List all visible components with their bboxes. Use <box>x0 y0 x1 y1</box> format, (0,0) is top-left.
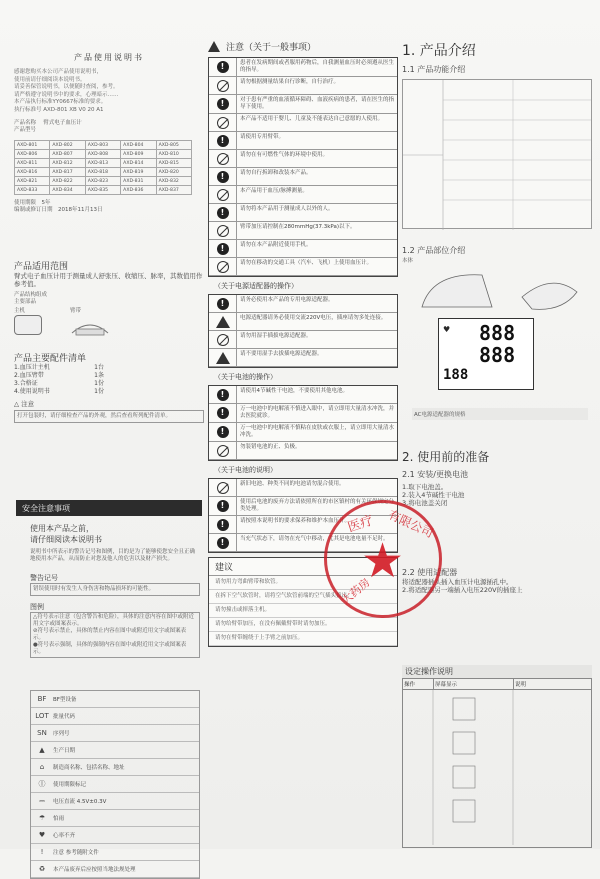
warning-row-icon-cell <box>209 516 237 533</box>
warning-text: 万一电池中的电解液不慎粘在皮肤或衣服上，请立即用大量清水冲洗。 <box>240 425 395 438</box>
warning-text: 请勿在有可燃性气体的环境中使用。 <box>240 152 329 158</box>
warning-text: 万一电池中的电解液不慎进入眼中，请立即用大量清水冲洗，并去医院就诊。 <box>240 406 395 419</box>
warning-row-icon-cell <box>209 258 237 275</box>
general-warnings-box <box>208 57 398 277</box>
main-body-label: 本体 <box>402 258 414 264</box>
adapter-text2: 2.将适配器另一端插入电压220V的插座上 <box>402 586 523 594</box>
manual-title: 产品使用说明书 <box>74 53 144 62</box>
symbol-icon: ☂ <box>38 814 46 822</box>
mandatory-icon: ! <box>217 537 229 549</box>
warning-text: 请勿将本产品用于测量成人以外的人。 <box>240 206 334 212</box>
warning-row <box>209 204 397 222</box>
model-row <box>15 150 192 159</box>
warning-row <box>209 168 397 186</box>
symbols-table <box>30 690 200 879</box>
model-cell: AXD-802 <box>50 141 85 150</box>
model-cell: AXD-811 <box>15 159 50 168</box>
monitor-drawing <box>14 315 42 335</box>
accessory-name: 2.血压臂带 <box>14 372 44 379</box>
symbol-row <box>31 742 199 759</box>
stamp-text: 医疗 <box>345 513 376 536</box>
warning-text: 请勿根据测量结果自行诊断，自行治疗。 <box>240 79 340 85</box>
warning-row-icon-cell <box>209 442 237 459</box>
warning-row-icon-cell <box>209 313 237 330</box>
symbol-label: 使用期限标记 <box>53 782 87 788</box>
accessory-name: 4.使用说明书 <box>14 388 50 395</box>
heart-icon: ♥ <box>443 325 451 334</box>
step3: 3.将电池盖关闭 <box>402 499 448 507</box>
model-cell: AXD-809 <box>121 150 156 159</box>
mandatory-icon: ! <box>217 243 229 255</box>
warning-row <box>209 77 397 95</box>
model-cell: AXD-819 <box>121 168 156 177</box>
note-text: 打开包装时，请仔细检查产品的外观，然后查看所列配件清单。 <box>14 410 204 423</box>
accessory-name: 1.血压计主机 <box>14 364 50 371</box>
model-label: 产品型号 <box>14 127 37 133</box>
power-box <box>208 294 398 368</box>
lcd-systolic: 888 <box>479 321 516 345</box>
section2-2-title: 2.2 使用适配器 <box>402 568 458 577</box>
setting-table <box>402 678 592 848</box>
warning-text: 使用后电池的废弃方法请依照所在的市区镇村的有关环保规定分类处理。 <box>240 499 395 512</box>
col-head: 说明 <box>513 679 591 689</box>
warning-text: 请使用专用臂带。 <box>240 134 285 140</box>
warning-icon: △ <box>14 400 19 408</box>
symbol-row <box>31 793 199 810</box>
symbol-icon: ♻ <box>38 865 46 873</box>
symbol-row <box>31 759 199 776</box>
symbol-label: 序列号 <box>53 731 70 737</box>
setting-rows <box>403 690 591 845</box>
warning-row <box>209 222 397 240</box>
prohibit-icon <box>217 261 229 273</box>
model-row <box>15 141 192 150</box>
model-row <box>15 159 192 168</box>
warning-text: 勿装错电池的正、负极。 <box>240 444 301 450</box>
section1-1-title: 1.1 产品功能介绍 <box>402 65 466 74</box>
accessories-list <box>14 364 204 396</box>
service-life: 使用期限 5年 <box>14 200 51 206</box>
function-table-lines <box>403 80 591 230</box>
mandatory-icon: ! <box>217 389 229 401</box>
product-name-label: 产品名称 <box>14 120 37 126</box>
warning-row <box>209 240 397 258</box>
accessory-qty: 1条 <box>94 372 104 379</box>
warning-row-icon-cell <box>209 295 237 312</box>
section1-title: 1. 产品介绍 <box>402 43 476 59</box>
mandatory-icon: ! <box>217 98 229 110</box>
mandatory-icon: ! <box>217 407 229 419</box>
model-cell: AXD-804 <box>121 141 156 150</box>
warning-row-icon-cell <box>209 150 237 167</box>
advice-item: 在拆下空气软管时，请将空气软管前端的空气插头拔出。 <box>209 590 397 604</box>
intro-line: 感谢您购买本公司产品使用说明书， <box>14 69 103 75</box>
warning-text: 请勿自行拆卸和改装本产品。 <box>240 170 312 176</box>
prohibit-icon <box>217 117 229 129</box>
warning-text: 本产品用于血压/脉搏测量。 <box>240 188 308 194</box>
symbol-icon: SN <box>37 729 47 737</box>
prohibit-icon <box>217 189 229 201</box>
model-row <box>15 177 192 186</box>
main-parts: 主要部品 <box>14 299 37 305</box>
accessory-qty: 1台 <box>94 364 104 371</box>
model-cell: AXD-805 <box>156 141 191 150</box>
warning-text: 当充气状态下，请勿在充气中移动，尤其是电池电量不足时。 <box>240 536 389 542</box>
symbol-label: 批量代码 <box>53 714 76 720</box>
device-drawing <box>402 267 590 317</box>
warning-row <box>209 423 397 442</box>
symbol-icon: BF <box>37 695 47 703</box>
warning-row <box>209 150 397 168</box>
warning-text: 请使用4节碱性干电池，不要使用其他电池。 <box>240 388 349 394</box>
main-unit-figure <box>14 308 42 341</box>
model-cell: AXD-803 <box>85 141 120 150</box>
model-cell: AXD-822 <box>50 177 85 186</box>
accessory-item <box>14 388 104 396</box>
warning-row-icon-cell <box>209 386 237 403</box>
safety-sub2: 请仔细阅读本说明书 <box>30 535 102 544</box>
lcd-display <box>438 318 534 390</box>
warning-text: 新旧电池、种类不同的电池请勿混合使用。 <box>240 481 345 487</box>
intro-line: 请严格遵守说明书中的要求，心理暗示…… <box>14 91 119 98</box>
mandatory-icon: ! <box>217 207 229 219</box>
advice-item: 请勿在臂带缠绕于上手臂之前加压。 <box>209 632 397 646</box>
warning-text: 臂带加压请控制在280mmHg(37.3kPa)以下。 <box>240 224 356 230</box>
symbol-icon: ▲ <box>39 746 45 754</box>
accessory-name: 3.合格证 <box>14 380 38 387</box>
prohibit-icon <box>217 334 229 346</box>
intro-line: 请妥善保管说明书，以便随时查阅，参考。 <box>14 84 119 90</box>
note-row <box>14 400 204 408</box>
stamp-text: 有限公司 <box>386 507 436 541</box>
setting-title: 设定操作说明 <box>402 665 592 678</box>
symbol-row <box>31 861 199 878</box>
red-company-stamp <box>324 500 442 618</box>
prohibit-icon <box>217 445 229 457</box>
warning-mark-title: 警告记号 <box>30 574 58 582</box>
warning-row-icon-cell <box>209 534 237 551</box>
warning-row-icon-cell <box>209 331 237 348</box>
lcd-pulse: 188 <box>443 367 469 383</box>
product-name-row <box>14 120 204 127</box>
middle-column <box>208 0 398 849</box>
warning-row-icon-cell <box>209 204 237 221</box>
symbol-label: 生产日期 <box>53 748 76 754</box>
intro-line: 本产品执行标准YY0667标准的要求。 <box>14 99 107 105</box>
model-cell: AXD-812 <box>50 159 85 168</box>
model-cell: AXD-807 <box>50 150 85 159</box>
symbol-row <box>31 691 199 708</box>
model-cell: AXD-832 <box>156 177 191 186</box>
symbol-label: 电压直流 4.5V±0.3V <box>53 799 107 805</box>
warning-row <box>209 95 397 114</box>
warning-row-icon-cell <box>209 497 237 515</box>
symbol-icon: ⌂ <box>39 763 45 771</box>
cuff-drawing <box>70 315 110 337</box>
mandatory-icon: ! <box>217 61 229 73</box>
symbol-row <box>31 810 199 827</box>
model-cell: AXD-801 <box>15 141 50 150</box>
warning-row <box>209 349 397 367</box>
model-cell: AXD-817 <box>50 168 85 177</box>
warning-row <box>209 313 397 331</box>
symbol-label: 本产品废弃后应按照当地法规处理 <box>53 867 136 873</box>
model-cell: AXD-808 <box>85 150 120 159</box>
prohibit-icon <box>217 225 229 237</box>
accessory-item <box>14 364 104 372</box>
section1-2-title: 1.2 产品部位介绍 <box>402 246 466 255</box>
arm-band-figure <box>70 308 110 341</box>
warning-row <box>209 58 397 77</box>
setting-table-head <box>403 679 591 690</box>
warning-row <box>209 404 397 423</box>
warning-row-icon-cell <box>209 222 237 239</box>
warning-mark-text: 错误使用时有发生人身伤害和物品损坏的可能性。 <box>30 583 200 596</box>
warning-row-icon-cell <box>209 349 237 366</box>
warning-row-icon-cell <box>209 186 237 203</box>
intro-line: 执行标准号 AXD-801 XB V0 20 A1 <box>14 106 104 113</box>
advice-item: 请勿用力弯曲臂带和软管。 <box>209 576 397 590</box>
accessory-qty: 1份 <box>94 388 104 395</box>
prohibit-icon <box>217 80 229 92</box>
col-head: 操作 <box>404 682 416 688</box>
warning-row-icon-cell <box>209 132 237 149</box>
warning-row-icon-cell <box>209 168 237 185</box>
model-cell: AXD-836 <box>121 186 156 195</box>
warning-text: 请勿用湿手插拔电源适配器。 <box>240 333 312 339</box>
advice-item: 请勿撞击或摔落主机。 <box>209 604 397 618</box>
model-cell: AXD-814 <box>121 159 156 168</box>
stamp-text: 大药房 <box>339 575 373 607</box>
general-warning-title: 注意（关于一般事项） <box>226 43 317 53</box>
safety-band: 安全注意事项 <box>16 500 202 516</box>
model-cell: AXD-806 <box>15 150 50 159</box>
model-cell: AXD-835 <box>85 186 120 195</box>
accessory-item <box>14 372 104 380</box>
warning-text: 请勿在本产品附近使用手机。 <box>240 242 312 248</box>
warning-row-icon-cell <box>209 423 237 441</box>
section2-1-title: 2.1 安装/更换电池 <box>402 470 468 479</box>
symbol-icon: Ⓘ <box>38 780 46 788</box>
warning-row <box>209 479 397 497</box>
warning-row <box>209 258 397 276</box>
star-icon: ★ <box>361 533 405 589</box>
legend-item: ⊘符号表示禁止，具体的禁止内容在图中或附近用文字或图案表示。 <box>33 628 187 641</box>
symbol-icon: ⎓ <box>39 796 45 805</box>
main-unit-label: 主机 <box>14 308 26 314</box>
model-cell: AXD-820 <box>156 168 191 177</box>
warning-row-icon-cell <box>209 95 237 113</box>
accessories-title: 产品主要配件清单 <box>14 354 87 364</box>
power-header: （关于电源适配器的操作） <box>214 282 298 290</box>
accessories-section <box>14 351 204 423</box>
model-cell: AXD-816 <box>15 168 50 177</box>
symbol-icon: ♥ <box>38 831 46 839</box>
scope-section <box>14 259 204 341</box>
warning-row-icon-cell <box>209 240 237 257</box>
symbol-label: 注意 参考随附文件 <box>53 850 99 856</box>
symbol-label: 怕雨 <box>53 816 65 822</box>
warning-text: 对于患有严重的血液循环障碍、血液疾病的患者，请在医生的指导下使用。 <box>240 97 395 110</box>
warning-text: 请不要用湿手去拔插电源适配器。 <box>240 351 323 357</box>
section2-title: 2. 使用前的准备 <box>402 450 490 464</box>
symbol-label: 心率不齐 <box>53 833 76 839</box>
mandatory-icon: ! <box>217 519 229 531</box>
models-table <box>14 140 192 195</box>
function-table <box>402 79 592 229</box>
warning-row <box>209 442 397 460</box>
symbol-label: BF型设备 <box>53 697 77 703</box>
model-cell: AXD-813 <box>85 159 120 168</box>
model-cell: AXD-831 <box>121 177 156 186</box>
caution-icon <box>216 352 230 364</box>
scope-title: 产品适用范围 <box>14 262 69 272</box>
intro-line: 使用前请仔细阅读本说明书。 <box>14 76 86 83</box>
warning-row-icon-cell <box>209 114 237 131</box>
legend-item: ●符号表示强制，具体的强制内容在图中或附近用文字或图案表示。 <box>33 642 187 655</box>
warning-text: 请勿在移动的交通工具（汽车、飞机）上使用血压计。 <box>240 260 373 266</box>
arm-band-label: 臂带 <box>70 308 82 314</box>
symbol-row <box>31 708 199 725</box>
model-row <box>15 186 192 195</box>
mandatory-icon: ! <box>217 426 229 438</box>
symbol-row <box>31 827 199 844</box>
safety-intro <box>30 523 200 658</box>
symbol-icon: ! <box>40 848 44 856</box>
warning-text: 电源适配器请务必使用交流220V电压，插座请勿多处连接。 <box>240 315 387 321</box>
model-cell: AXD-837 <box>156 186 191 195</box>
model-cell: AXD-834 <box>50 186 85 195</box>
symbol-label: 制造商名称、包括名称、地址 <box>53 765 125 771</box>
symbol-row <box>31 776 199 793</box>
adapter-text: 将适配器插头插入血压计电源插孔中。 <box>402 578 513 586</box>
scope-text: 臂式电子血压计用于测量成人舒张压、收缩压、脉率，其数值用作参考值。 <box>14 272 203 288</box>
model-cell: AXD-815 <box>156 159 191 168</box>
battery-header: （关于电池的操作） <box>214 373 277 381</box>
accessory-item <box>14 380 104 388</box>
symbol-row <box>31 725 199 742</box>
battery-note-header: （关于电池的说明） <box>214 466 277 474</box>
warning-row-icon-cell <box>209 404 237 422</box>
mandatory-icon: ! <box>217 135 229 147</box>
model-cell: AXD-833 <box>15 186 50 195</box>
symbol-row <box>31 844 199 861</box>
accessory-qty: 1份 <box>94 380 104 387</box>
general-warning-header <box>208 40 398 53</box>
warning-text: 请务必使用本产品的专用电源适配器。 <box>240 297 334 303</box>
warning-row <box>209 295 397 313</box>
advice-title: 建议 <box>209 558 397 576</box>
battery-box <box>208 385 398 461</box>
mandatory-icon: ! <box>217 171 229 183</box>
parts-figure <box>14 308 204 341</box>
warning-text: 请按照本说明书的要求保养和维护本血压计。 <box>240 518 351 524</box>
symbol-icon: LOT <box>35 712 49 720</box>
prohibit-icon <box>217 482 229 494</box>
mandatory-icon: ! <box>217 500 229 512</box>
warning-row <box>209 114 397 132</box>
prohibit-icon <box>217 153 229 165</box>
note-label: 注意 <box>21 400 35 408</box>
intro-text <box>14 69 204 114</box>
warning-row <box>209 331 397 349</box>
setting-section <box>402 665 592 848</box>
model-cell: AXD-810 <box>156 150 191 159</box>
legend-box <box>30 612 200 658</box>
warning-row <box>209 186 397 204</box>
safety-desc: 说明书中所表示的警告记号和图例，目的是为了能够使您安全且正确地使用本产品，从而防止对您及他人的危害以及财产损失。 <box>30 549 196 562</box>
warning-row <box>209 132 397 150</box>
advice-item: 请勿给臂带加压，在没有佩戴臂带时请勿加压。 <box>209 618 397 632</box>
col-head: 屏幕显示 <box>433 679 513 689</box>
legend-title: 图例 <box>30 603 44 611</box>
mandatory-icon: ! <box>217 298 229 310</box>
warning-text: 患者在发病期间或者服用药物后，自我测量血压时必须遵从医生的指导。 <box>240 60 395 73</box>
lcd-diastolic: 888 <box>479 343 516 367</box>
warning-row-icon-cell <box>209 479 237 496</box>
product-name: 臂式电子血压计 <box>43 120 82 126</box>
structure-title: 产品结构组成 <box>14 292 48 298</box>
warning-row-icon-cell <box>209 58 237 76</box>
warning-text: 本产品不适用于婴儿、儿童及不能表达自己意愿的人使用。 <box>240 116 384 122</box>
warning-triangle-icon <box>208 41 220 52</box>
revision-date: 编制或修订日期 2018年11月13日 <box>14 207 103 213</box>
model-cell: AXD-821 <box>15 177 50 186</box>
legend-item: △符号表示注意（包含警告和危险），具体的注意内容在图中或附近用文字或图案表示。 <box>33 614 194 627</box>
model-cell: AXD-823 <box>85 177 120 186</box>
warning-row <box>209 386 397 404</box>
step2: 2.装入4节碱性干电池 <box>402 491 465 499</box>
model-row <box>15 168 192 177</box>
model-cell: AXD-818 <box>85 168 120 177</box>
safety-sub1: 使用本产品之前， <box>30 524 94 533</box>
ac-title: AC电源适配器的规格 <box>412 408 588 420</box>
caution-icon <box>216 316 230 328</box>
step1: 1.取下电池盖。 <box>402 483 448 491</box>
warning-row-icon-cell <box>209 77 237 94</box>
